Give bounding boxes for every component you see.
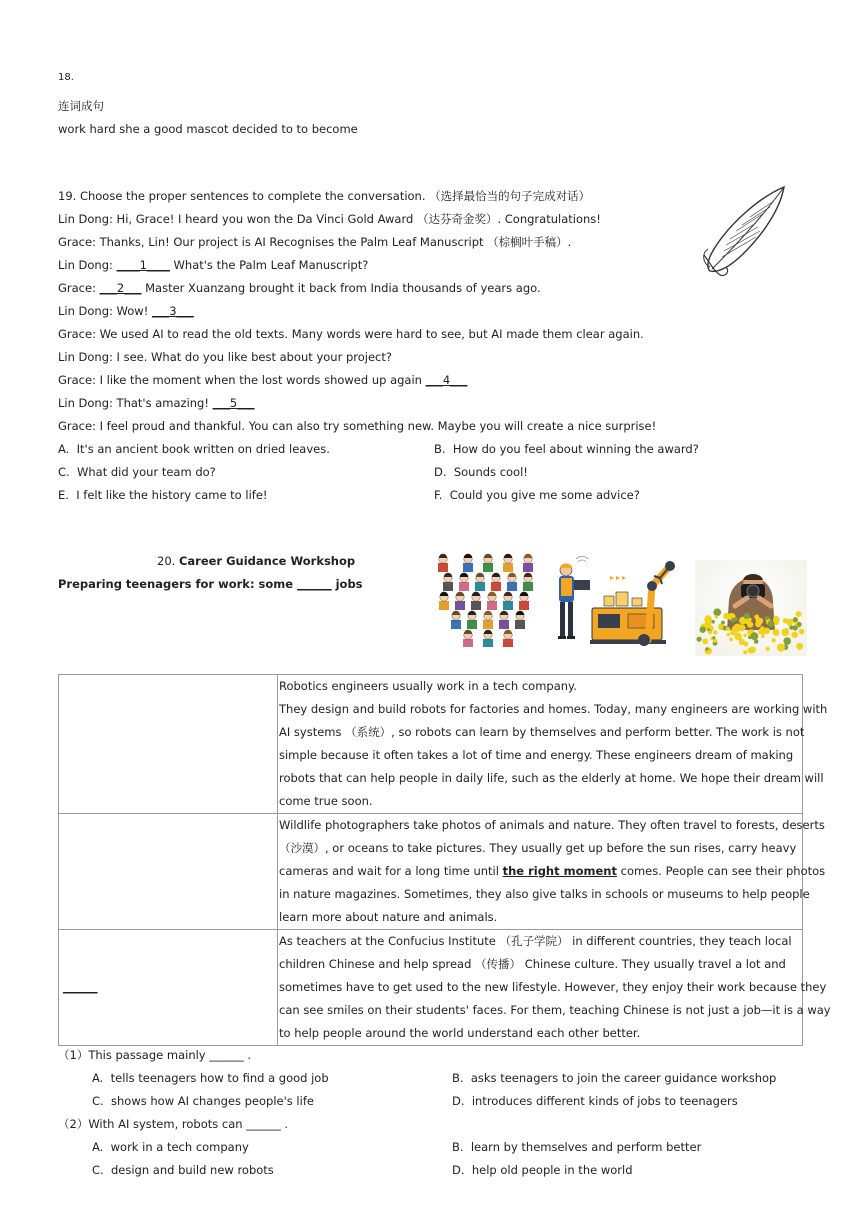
q20-q1-option-b[interactable]: B. asks teenagers to join the career guidance workshop: [452, 1071, 777, 1085]
jobs-table: [58, 674, 831, 1046]
blank-2[interactable]: ___2___: [99, 281, 142, 295]
table-row: [59, 930, 803, 1046]
row-1-text: Robotics engineers usually work in a tech company. They design and build robots for factories and homes. Today, many engineers are working with AI systems （系统）, so robots can learn by themselves and perform better. The work is not simple because it often takes a lot of time and energy. These engineers dream of making robots that can help people in daily life, such as the elderly at home. We hope their dream will come true soon.: [278, 675, 803, 814]
palm-leaf-illustration: [700, 183, 792, 278]
q20-q2-option-c[interactable]: C. design and build new robots: [92, 1163, 274, 1177]
q20-q2-option-b[interactable]: B. learn by themselves and perform better: [452, 1140, 702, 1154]
row-3-text: As teachers at the Confucius Institute （孔子学院） in different countries, they teach local children Chinese and help spread （传播） Chinese culture. They usually travel a lot and sometimes have to get used to the new lifestyle. However, they enjoy their work because they can see smiles on their students' faces. For them, teaching Chinese is not just a job—it is a way to help people around the world understand each other better.: [278, 930, 803, 1046]
q20-q1-option-d[interactable]: D. introduces different kinds of jobs to teenagers: [452, 1094, 738, 1108]
row-3-blank-cell[interactable]: ______: [59, 930, 278, 1046]
q20-question-1: （1）This passage mainly ______ .: [58, 1048, 252, 1062]
q20-q2-option-a[interactable]: A. work in a tech company: [92, 1140, 249, 1154]
photographer-photo: [695, 560, 807, 656]
dialogue-line: Grace: ___2___ Master Xuanzang brought it back from India thousands of years ago.: [58, 281, 541, 295]
q18-number: 18.: [58, 72, 74, 83]
q19-option-a[interactable]: A. It's an ancient book written on dried leaves.: [58, 442, 330, 456]
q20-q2-option-d[interactable]: D. help old people in the world: [452, 1163, 633, 1177]
row-1-blank-cell[interactable]: [59, 675, 278, 814]
blank-4[interactable]: ___4___: [425, 373, 468, 387]
q20-subtitle: Preparing teenagers for work: some ______ jobs: [58, 577, 363, 591]
subtitle-blank[interactable]: ______: [297, 577, 332, 591]
table-row: [59, 814, 803, 930]
blank-3[interactable]: ___3___: [151, 304, 194, 318]
row-2-blank-cell[interactable]: [59, 814, 278, 930]
emphasis-phrase: the right moment: [502, 864, 617, 878]
dialogue-line: Grace: I like the moment when the lost words showed up again ___4___: [58, 373, 468, 387]
dialogue-line: Lin Dong: ____1____ What's the Palm Leaf Manuscript?: [58, 258, 369, 272]
q19-option-d[interactable]: D. Sounds cool!: [434, 465, 528, 479]
dialogue-line: Grace: I feel proud and thankful. You can also try something new. Maybe you will create a nice surprise!: [58, 419, 657, 433]
q20-question-2: （2）With AI system, robots can ______ .: [58, 1117, 289, 1131]
dialogue-line: Grace: We used AI to read the old texts. Many words were hard to see, but AI made them clear again.: [58, 327, 644, 341]
crowd-illustration: [438, 547, 538, 647]
dialogue-line: Lin Dong: Hi, Grace! I heard you won the Da Vinci Gold Award （达芬奇金奖）. Congratulations!: [58, 212, 601, 226]
engineer-robot-illustration: [548, 556, 683, 648]
q20-q1-option-c[interactable]: C. shows how AI changes people's life: [92, 1094, 314, 1108]
q20-q1-option-a[interactable]: A. tells teenagers how to find a good job: [92, 1071, 329, 1085]
blank-1[interactable]: ____1____: [116, 258, 170, 272]
q19-option-f[interactable]: F. Could you give me some advice?: [434, 488, 640, 502]
q19-option-e[interactable]: E. I felt like the history came to life!: [58, 488, 268, 502]
q20-heading: 20. Career Guidance Workshop: [157, 554, 356, 568]
row-2-text: Wildlife photographers take photos of animals and nature. They often travel to forests, deserts （沙漠）, or oceans to take pictures. They usually get up before the sun rises, carry heavy cameras and wait for a long time until the right moment comes. People can see their photos in nature magazines. Sometimes, they also give talks in schools or museums to help people learn more about nature and animals.: [278, 814, 803, 930]
table-row: [59, 675, 803, 814]
q19-option-b[interactable]: B. How do you feel about winning the award?: [434, 442, 699, 456]
dialogue-line: Lin Dong: I see. What do you like best about your project?: [58, 350, 392, 364]
q18-words: work hard she a good mascot decided to to become: [58, 122, 358, 136]
dialogue-line: Lin Dong: That's amazing! ___5___: [58, 396, 255, 410]
dialogue-line: Lin Dong: Wow! ___3___: [58, 304, 194, 318]
dialogue-line: Grace: Thanks, Lin! Our project is AI Recognises the Palm Leaf Manuscript （棕榈叶手稿）.: [58, 235, 572, 249]
q19-option-c[interactable]: C. What did your team do?: [58, 465, 216, 479]
blank-5[interactable]: ___5___: [212, 396, 255, 410]
q18-instruction: 连词成句: [58, 99, 104, 113]
q19-title: 19. Choose the proper sentences to complete the conversation. （选择最恰当的句子完成对话）: [58, 189, 591, 203]
